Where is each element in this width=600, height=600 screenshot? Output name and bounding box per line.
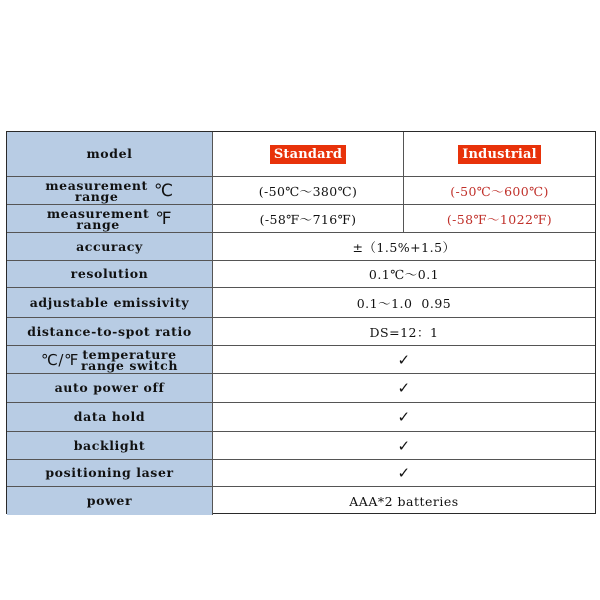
accuracy-value: ±（1.5%+1.5） [352,239,456,255]
range-celsius-values [213,177,595,204]
label-line1: measurement [46,205,150,221]
positioning-laser-value [213,460,595,486]
industrial-header-cell [404,132,595,176]
check-icon: ✓ [397,408,411,426]
emissivity-label: adjustable emissivity [7,288,213,317]
label-line1: measurement [45,177,148,193]
power-value: AAA*2 batteries [349,493,459,509]
accuracy-label: accuracy [7,233,213,260]
industrial-badge: Industrial [458,145,541,164]
backlight-label: backlight [7,432,213,459]
emissivity-value: 0.1～1.0 0.95 [356,295,452,311]
check-icon: ✓ [397,436,411,455]
resolution-value: 0.1℃～0.1 [368,267,440,282]
table-row [7,460,595,487]
label-line2: range switch [80,357,179,373]
industrial-fahrenheit-range: (-58℉～1022℉) [446,211,553,227]
backlight-value [213,432,595,459]
label-line2: range [74,188,119,204]
measurement-range-celsius-label [7,177,213,204]
auto-power-off-value [213,374,595,402]
celsius-fahrenheit-unit: ℃/℉ [40,350,79,369]
check-icon: ✓ [397,379,411,397]
label-line1: temperature [82,346,177,362]
table-row [7,288,595,318]
range-switch-value [213,346,595,373]
label-line2: range [76,216,120,232]
check-icon: ✓ [397,464,411,482]
distance-to-spot-value: DS=12：1 [369,324,439,340]
table-row [7,403,595,432]
table-row [7,432,595,460]
range-fahrenheit-values [213,205,595,232]
table-header-row [7,132,595,177]
table-row [7,487,595,515]
table-row [7,261,595,288]
range-switch-label [7,346,213,373]
table-row [7,233,595,261]
table-row [7,177,595,205]
table-row [7,318,595,346]
standard-badge: Standard [270,145,346,164]
standard-header-cell [213,132,404,176]
power-label: power [7,487,213,515]
check-icon: ✓ [397,350,411,369]
distance-to-spot-label: distance-to-spot ratio [7,318,213,345]
measurement-range-fahrenheit-label [7,205,213,232]
auto-power-off-label: auto power off [7,374,213,402]
positioning-laser-label: positioning laser [7,460,213,486]
data-hold-label: data hold [7,403,213,431]
table-row [7,374,595,403]
model-values [213,132,595,176]
industrial-celsius-range: (-50℃～600℃) [450,183,549,199]
data-hold-value [213,403,595,431]
standard-celsius-range: (-50℃～380℃) [213,177,404,204]
table-row [7,205,595,233]
celsius-unit: ℃ [153,180,174,201]
model-label: model [7,132,213,176]
spec-table [6,131,596,514]
standard-fahrenheit-range: (-58℉～716℉) [213,205,404,232]
resolution-label: resolution [7,261,213,287]
fahrenheit-unit: ℉ [155,208,173,229]
table-row [7,346,595,374]
